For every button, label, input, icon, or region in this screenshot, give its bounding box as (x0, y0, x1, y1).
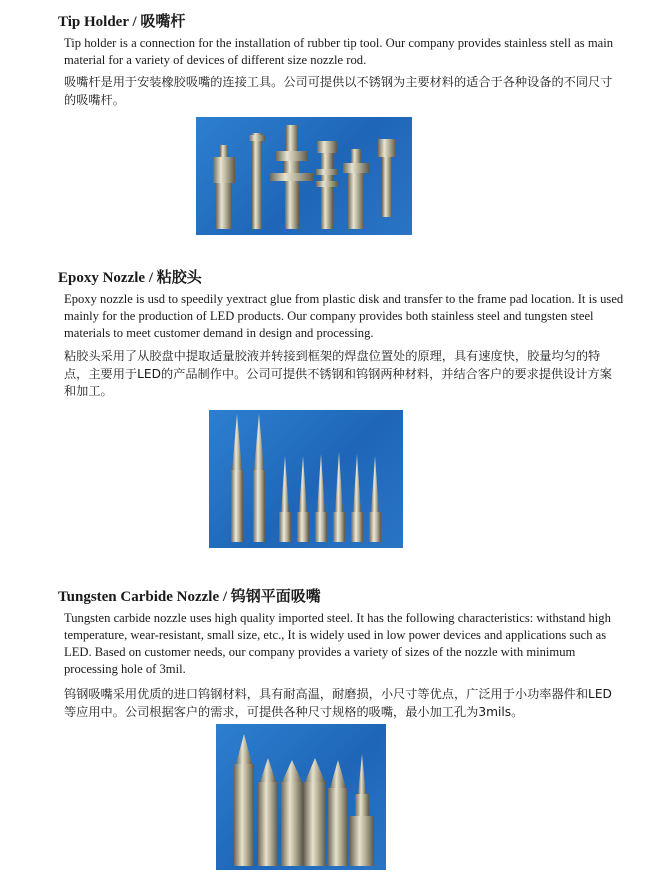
section-description-en: Tip holder is a connection for the installation of rubber tip tool. Our company provides stainless stell as main material for a variety of devices of different size nozzle rod. (64, 36, 614, 67)
section-heading: Epoxy Nozzle / 粘胶头 (58, 270, 202, 286)
tip-holder-photo (196, 117, 412, 235)
section-description-en: Tungsten carbide nozzle uses high quality imported steel. It has the following characteristics: withstand high temperature, wear-resistant, small size, etc., It is widely used in low power devices and applications such as LED. Based on customer needs, our company provides a variety of sizes of the nozzle with minimum processing hole of 3mil. (64, 611, 611, 676)
epoxy-nozzle-photo (209, 410, 403, 548)
section-description-cn: 钨钢吸嘴采用优质的进口钨钢材料，具有耐高温，耐磨损，小尺寸等优点，广泛用于小功率器件和LED等应用中。公司根据客户的需求，可提供各种尺寸规格的吸嘴，最小加工孔为3mils。 (64, 687, 612, 719)
section-heading: Tungsten Carbide Nozzle / 钨钢平面吸嘴 (58, 589, 321, 605)
section-description-en: Epoxy nozzle is usd to speedily yextract glue from plastic disk and transfer to the frame pad location. It is used mainly for the production of LED products. Our company provides both stainless steel and tungsten steel materials to meet customer demand in design and processing. (64, 292, 624, 340)
tungsten-nozzle-photo (216, 724, 386, 870)
section-description-cn: 粘胶头采用了从胶盘中提取适量胶液并转接到框架的焊盘位置处的原理，具有速度快，胶量均匀的特点，主要用于LED的产品制作中。公司可提供不锈钢和钨钢两种材料，并结合客户的要求提供设计方案和加工。 (64, 349, 612, 398)
section-description-cn: 吸嘴杆是用于安装橡胶吸嘴的连接工具。公司可提供以不锈钢为主要材料的适合于各种设备的不同尺寸的吸嘴杆。 (64, 75, 613, 107)
section-heading: Tip Holder / 吸嘴杆 (58, 14, 186, 30)
